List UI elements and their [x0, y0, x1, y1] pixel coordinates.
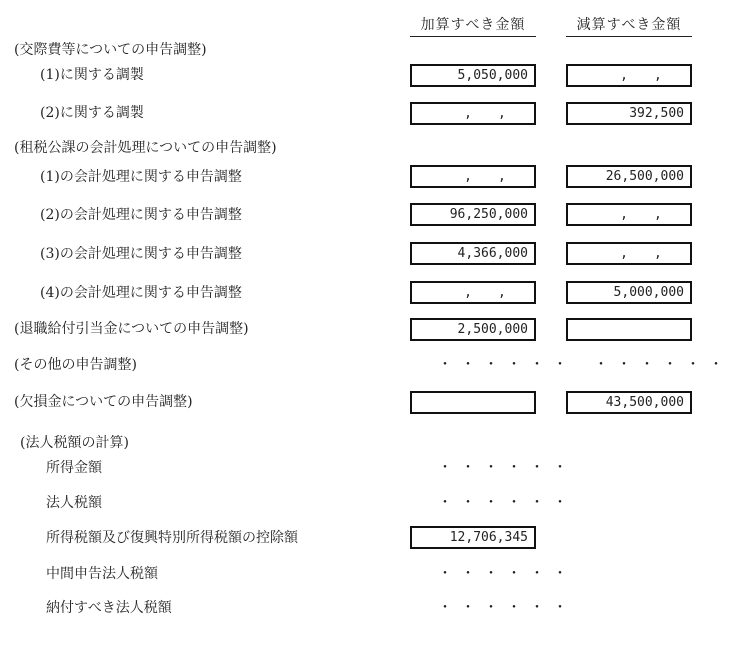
- tax-interim-label: 中間申告法人税額: [46, 566, 158, 582]
- add-box-6: , ,: [410, 281, 536, 304]
- header-add-amount: 加算すべき金額: [410, 14, 536, 37]
- add-box-3: , ,: [410, 165, 536, 188]
- dots-add-other: ・・・・・・: [438, 357, 576, 373]
- section-other: (その他の申告調整): [14, 357, 137, 373]
- section-entertainment: (交際費等についての申告調整): [14, 42, 207, 58]
- tax-deduction-label: 所得税額及び復興特別所得税額の控除額: [46, 530, 298, 546]
- sub-box-1: , ,: [566, 64, 692, 87]
- row-label-3: (1)の会計処理に関する申告調整: [40, 169, 242, 185]
- row-label-4: (2)の会計処理に関する申告調整: [40, 207, 242, 223]
- sub-box-7: [566, 318, 692, 341]
- tax-corp-label: 法人税額: [46, 495, 102, 511]
- row-label-5: (3)の会計処理に関する申告調整: [40, 246, 242, 262]
- tax-income-dots: ・・・・・・: [438, 460, 576, 476]
- add-box-5: 4,366,000: [410, 242, 536, 265]
- add-box-7: 2,500,000: [410, 318, 536, 341]
- tax-payable-label: 納付すべき法人税額: [46, 600, 172, 616]
- sub-box-9: 43,500,000: [566, 391, 692, 414]
- section-loss: (欠損金についての申告調整): [14, 394, 193, 410]
- row-label-1: (1)に関する調製: [40, 67, 144, 83]
- tax-interim-dots: ・・・・・・: [438, 566, 576, 582]
- sub-box-5: , ,: [566, 242, 692, 265]
- add-box-1: 5,050,000: [410, 64, 536, 87]
- sub-box-4: , ,: [566, 203, 692, 226]
- tax-deduction-box: 12,706,345: [410, 526, 536, 549]
- sub-box-2: 392,500: [566, 102, 692, 125]
- tax-corp-dots: ・・・・・・: [438, 495, 576, 511]
- section-taxes: (租税公課の会計処理についての申告調整): [14, 140, 277, 156]
- tax-payable-dots: ・・・・・・: [438, 600, 576, 616]
- section-retirement: (退職給付引当金についての申告調整): [14, 321, 249, 337]
- section-corp-tax: (法人税額の計算): [20, 435, 129, 451]
- header-subtract-amount: 減算すべき金額: [566, 14, 692, 37]
- add-box-4: 96,250,000: [410, 203, 536, 226]
- tax-income-label: 所得金額: [46, 460, 102, 476]
- add-box-9: [410, 391, 536, 414]
- dots-sub-other: ・・・・・・: [594, 357, 732, 373]
- row-label-6: (4)の会計処理に関する申告調整: [40, 285, 242, 301]
- sub-box-3: 26,500,000: [566, 165, 692, 188]
- add-box-2: , ,: [410, 102, 536, 125]
- row-label-2: (2)に関する調製: [40, 105, 144, 121]
- sub-box-6: 5,000,000: [566, 281, 692, 304]
